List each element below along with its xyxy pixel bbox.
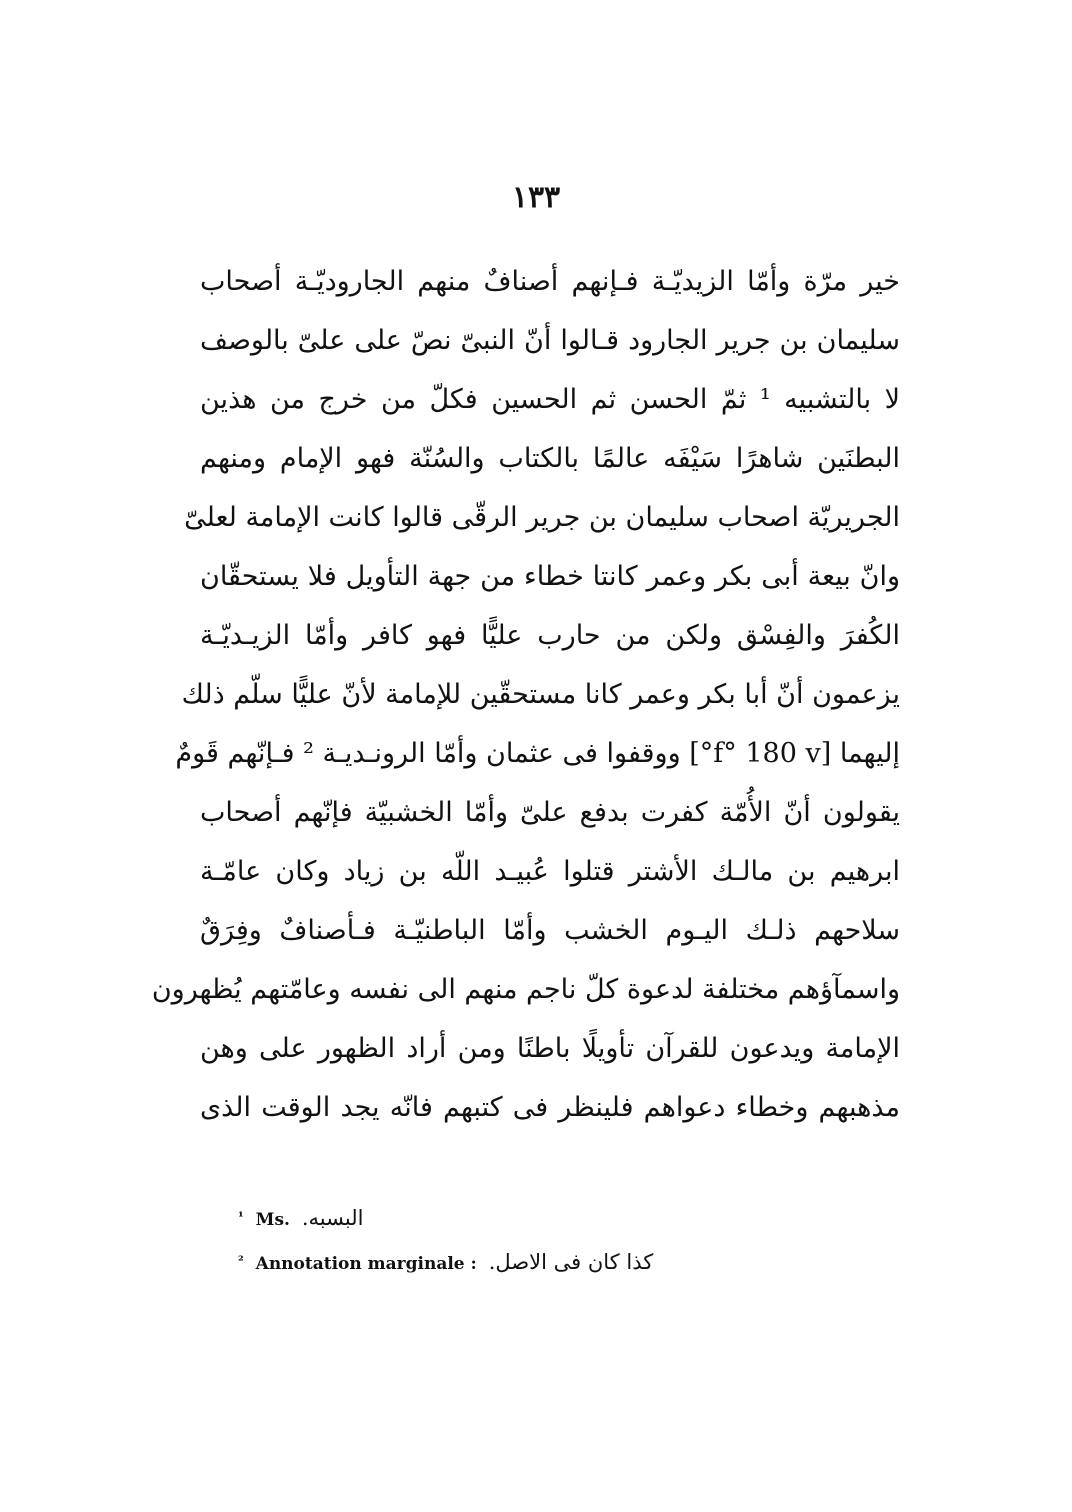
footnote-2 [200,1240,900,1284]
footnotes [200,1196,900,1284]
text-line: الكُفرَ والفِسْق ولكن من حارب عليًّا فهو كافر وأمّا الزيـديّـة [200,620,900,651]
text-line: البطنَين شاهرًا سَيْفَه عالمًا بالكتاب والسُنّة فهو الإمام ومنهم [200,443,900,474]
footnote-marker: ² [238,1254,244,1269]
footnote-label: Annotation marginale : [255,1254,477,1274]
footnote-1 [200,1196,900,1240]
text-line: إليهما [f° 180 v°] ووقفوا فى عثمان وأمّا الرونـديـة ² فـإنّهم قَومٌ [175,738,900,769]
text-line: مذهبهم وخطاء دعواهم فلينظر فى كتبهم فانّه يجد الوقت الذى [200,1092,900,1123]
footnote-marker: ¹ [238,1210,244,1225]
footnote-arabic-text: البسبه. [301,1206,364,1230]
text-line: سلاحهم ذلـك اليـوم الخشب وأمّا الباطنيّـة فـأصنافٌ وفِرَقٌ [200,915,900,946]
footnote-label: Ms. [255,1210,290,1230]
text-line: الإمامة ويدعون للقرآن تأويلًا باطنًا ومن أراد الظهور على وهن [200,1033,900,1064]
footnote-arabic-text: كذا كان فى الاصل. [488,1250,654,1274]
text-line: وانّ بيعة أبى بكر وعمر كانتا خطاء من جهة التأويل فلا يستحقّان [200,561,900,592]
text-line: لا بالتشبيه ¹ ثمّ الحسن ثم الحسين فكلّ من خرج من هذين [200,384,900,415]
text-line: ابرهيم بن مالـك الأشتر قتلوا عُبيـد اللّه بن زياد وكان عامّـة [200,856,900,887]
body-text [151,252,900,1137]
text-line: الجريريّة اصحاب سليمان بن جرير الرقّى قالوا كانت الإمامة لعلىّ [184,502,900,533]
text-line: خير مرّة وأمّا الزيديّـة فـإنهم أصنافٌ منهم الجاروديّـة أصحاب [200,266,900,297]
page-number: ١٣٣ [511,180,561,215]
text-line: واسمآؤهم مختلفة لدعوة كلّ ناجم منهم الى نفسه وعامّتهم يُظهرون [151,974,900,1005]
text-line: يقولون أنّ الأُمّة كفرت بدفع علىّ وأمّا الخشبيّة فإنّهم أصحاب [200,797,900,828]
text-line: يزعمون أنّ أبا بكر وعمر كانا مستحقّين للإمامة لأنّ عليًّا سلّم ذلك [181,679,900,710]
text-line: سليمان بن جرير الجارود قـالوا أنّ النبىّ نصّ على علىّ بالوصف [200,325,900,356]
